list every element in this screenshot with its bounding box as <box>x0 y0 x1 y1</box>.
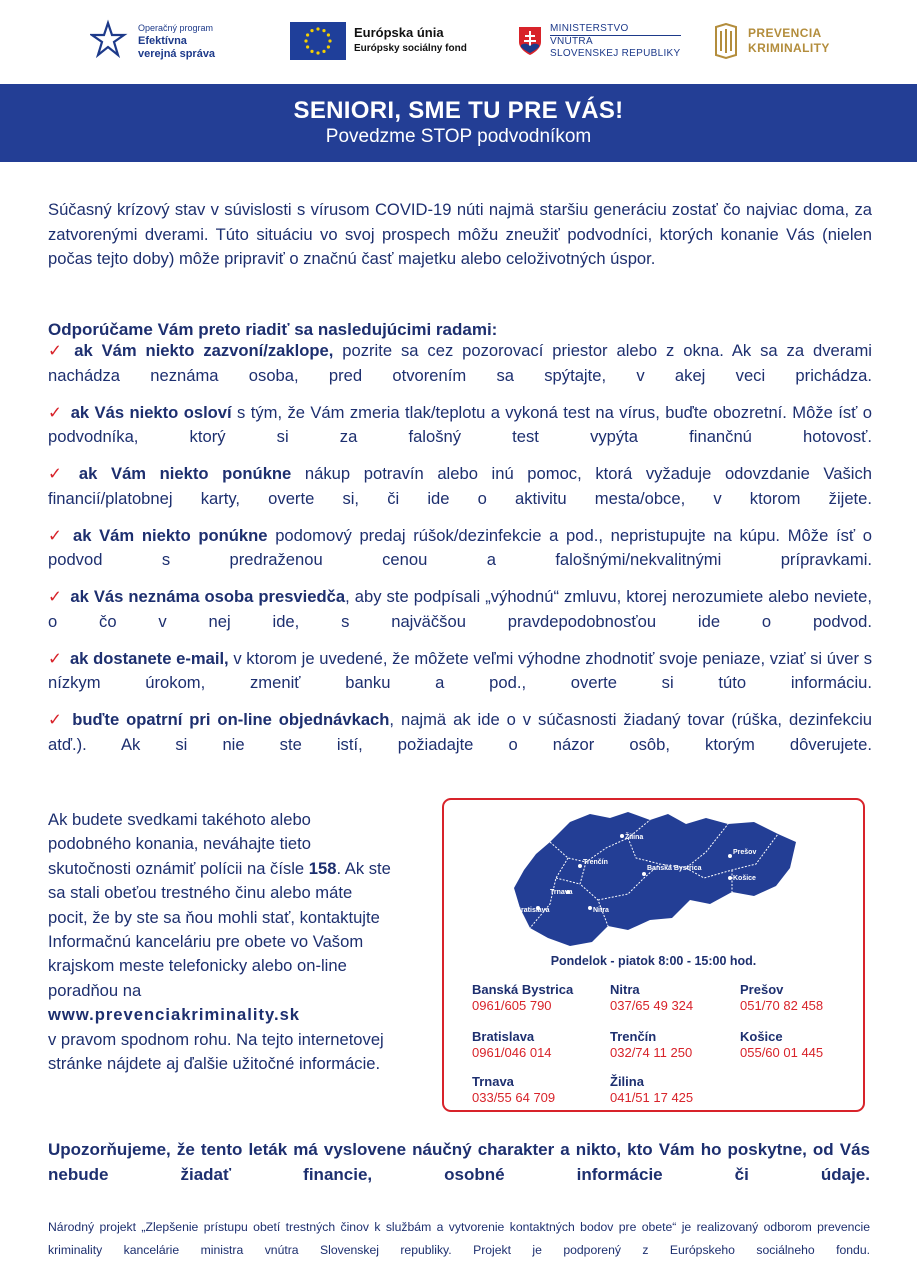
office-city: Trnava <box>472 1074 514 1089</box>
prevention-line2: KRIMINALITY <box>748 41 830 55</box>
check-icon: ✓ <box>48 464 71 483</box>
police-number: 158 <box>308 858 337 878</box>
eu-subtitle: Európsky sociálny fond <box>354 43 467 54</box>
office-banska-bystrica <box>472 982 573 1014</box>
tip-text: , aby ste podpísali „výhodnú“ zmluvu, ktorej nerozumiete alebo neviete, o čo v nej ide, s najväčšou pravdepodobnosťou ide o podvod. <box>48 587 872 631</box>
office-city: Bratislava <box>472 1029 535 1044</box>
office-phone[interactable]: 0961/605 790 <box>472 998 552 1013</box>
tips-list <box>48 339 872 770</box>
office-trnava <box>472 1074 555 1106</box>
opvs-line1: Operačný program <box>138 22 214 33</box>
map-label-bratislava: Bratislava <box>516 907 550 914</box>
opvs-logo <box>90 16 215 66</box>
opvs-line3: verejná správa <box>138 47 216 60</box>
office-hours: Pondelok - piatok 8:00 - 15:00 hod. <box>550 954 757 968</box>
tip-lead: buďte opatrní pri on-line objednávkach <box>72 710 390 729</box>
tip-lead: ak Vám niekto zazvoní/zaklope, <box>74 341 334 360</box>
eu-flag-icon <box>290 22 346 60</box>
office-city: Košice <box>740 1029 783 1044</box>
prevention-line1: PREVENCIA <box>748 26 822 40</box>
tip-item <box>48 524 872 573</box>
check-icon: ✓ <box>48 648 62 668</box>
page-subtitle: Povedzme STOP podvodníkom <box>325 126 592 147</box>
ministry-line1: MINISTERSTVO <box>550 23 681 36</box>
tip-text: v ktorom je uvedené, že môžete veľmi výhodne zhodnotiť svoje peniaze, vziať si úver s nízkym úrokom, zmeniť banku a pod., overte si túto informáciu. <box>48 648 872 692</box>
office-city: Nitra <box>610 982 640 997</box>
eu-title: Európska únia <box>354 25 444 40</box>
tip-item <box>48 647 872 696</box>
office-city: Banská Bystrica <box>472 982 574 997</box>
office-trencin <box>610 1029 692 1061</box>
coat-of-arms-icon <box>518 26 542 56</box>
tip-item <box>48 585 872 634</box>
project-footnote: Národný projekt „Zlepšenie prístupu obetí trestných činov k službám a vytvorenie kontaktných bodov pre obete“ je realizovaný odborom prevencie kriminality kancelárie ministra vnútra Slovenskej republiky. Projekt je podporený z Európskeho sociálneho fondu. <box>48 1220 870 1257</box>
recommend-heading: Odporúčame Vám preto riadiť sa nasledujúcimi radami: <box>48 320 498 339</box>
office-phone[interactable]: 033/55 64 709 <box>472 1090 556 1105</box>
intro-paragraph: Súčasný krízový stav v súvislosti s vírusom COVID-19 núti najmä staršiu generáciu zostať čo najviac doma, za zatvorenými dverami. Túto situáciu vo svoj prospech môžu zneužiť podvodníci, ktorých konanie Vás (nielen počas tejto doby) môže pripraviť o značnú časť majetku alebo celoživotných úspor. <box>48 200 872 268</box>
contact-text-2: . Ak ste sa stali obeťou trestného činu alebo máte pocit, že by ste sa ňou mohli stať, kontaktujte Informačnú kanceláriu pre obete vo Vašom krajskom meste telefonicky alebo on-line poradňou na <box>48 858 391 1000</box>
eu-logo <box>290 16 467 66</box>
contact-text-1: Ak budete svedkami takéhoto alebo podobného konania, neváhajte tieto skutočnosti oznámiť polícii na čísle <box>48 810 311 878</box>
office-bratislava <box>472 1029 552 1061</box>
ministry-line3: SLOVENSKEJ REPUBLIKY <box>550 47 681 59</box>
map-label-zilina: Žilina <box>625 834 644 841</box>
title-banner <box>0 84 917 162</box>
tip-lead: ak Vám niekto ponúkne <box>72 525 268 545</box>
office-phone[interactable]: 051/70 82 458 <box>740 998 824 1013</box>
tip-lead: ak Vám niekto ponúkne <box>78 464 292 483</box>
logo-bar <box>0 0 917 82</box>
offices-box <box>442 798 865 1112</box>
map-label-kosice: Košice <box>733 875 756 882</box>
office-phone[interactable]: 055/60 01 445 <box>740 1045 824 1060</box>
tip-item <box>48 462 872 511</box>
map-label-banska-bystrica: Banská Bystrica <box>647 865 702 872</box>
tip-item <box>48 401 872 450</box>
tip-item <box>48 708 872 757</box>
ministry-logo <box>518 16 681 66</box>
office-city: Prešov <box>740 982 784 997</box>
office-city: Žilina <box>610 1074 644 1089</box>
check-icon: ✓ <box>48 710 65 729</box>
tip-lead: ak Vás niekto osloví <box>70 402 232 422</box>
office-phone[interactable]: 041/51 17 425 <box>610 1090 694 1105</box>
tip-text: pozrite sa cez pozorovací priestor alebo z okna. Ak sa za dverami nachádza neznáma osoba, pred otvorením sa spýtajte, v akej veci prichádza. <box>48 341 872 385</box>
check-icon: ✓ <box>48 525 65 545</box>
check-icon: ✓ <box>48 587 63 606</box>
office-phone[interactable]: 0961/046 014 <box>472 1045 552 1060</box>
office-zilina <box>610 1074 693 1106</box>
office-nitra <box>610 982 693 1014</box>
slovakia-map-icon <box>510 808 800 950</box>
warning-notice: Upozorňujeme, že tento leták má vyslovene náučný charakter a nikto, kto Vám ho poskytne, od Vás nebude žiadať financie, osobné informácie či údaje. <box>48 1140 870 1184</box>
tip-lead: ak Vás neznáma osoba presviedča <box>70 587 346 606</box>
tip-item <box>48 339 872 388</box>
tip-text: s tým, že Vám zmeria tlak/teplotu a vykoná test na vírus, buďte obozretní. Môže ísť o podvodníka, ktorý si za falošný test vypýta finančnú hotovosť. <box>48 402 872 446</box>
ministry-line2: VNÚTRA <box>550 35 593 47</box>
office-phone[interactable]: 037/65 49 324 <box>610 998 694 1013</box>
website-link[interactable]: www.prevenciakriminality.sk <box>48 1005 301 1025</box>
office-presov <box>740 982 823 1014</box>
check-icon: ✓ <box>48 341 67 360</box>
map-label-trencin: Trenčín <box>583 859 608 866</box>
contact-paragraph <box>48 808 392 1076</box>
opvs-star-icon <box>90 19 134 63</box>
contact-text-3: v pravom spodnom rohu. Na tejto internetovej stránke nájdete aj ďalšie užitočné informácie. <box>48 1029 384 1074</box>
check-icon: ✓ <box>48 402 63 422</box>
tip-text: , najmä ak ide o v súčasnosti žiadaný tovar (rúška, dezinfekciu atď.). Ak si nie ste istí, požiadajte o názor osôb, ktorým dôverujete. <box>48 710 872 754</box>
office-kosice <box>740 1029 823 1061</box>
page-title: SENIORI, SME TU PRE VÁS! <box>293 97 624 124</box>
tip-text: nákup potravín alebo inú pomoc, ktorá vyžaduje odovzdanie Vašich financií/platobnej karty, overte si, či ide o aktivitu mesta/obce, v ktorom žijete. <box>48 464 873 508</box>
map-label-trnava: Trnava <box>550 889 573 896</box>
tip-text: podomový predaj rúšok/dezinfekcie a pod., nepristupujte na kúpu. Môže ísť o podvod s predraženou cenou a falošnými/nekvalitnými prípravkami. <box>48 525 873 569</box>
opvs-line2: Efektívna <box>138 34 187 47</box>
tip-lead: ak dostanete e-mail, <box>69 648 229 668</box>
map-label-nitra: Nitra <box>593 907 609 914</box>
office-city: Trenčín <box>610 1029 657 1044</box>
prevention-emblem-icon <box>712 23 740 59</box>
office-phone[interactable]: 032/74 11 250 <box>610 1045 693 1060</box>
prevention-logo <box>712 16 830 66</box>
map-label-presov: Prešov <box>733 849 757 856</box>
